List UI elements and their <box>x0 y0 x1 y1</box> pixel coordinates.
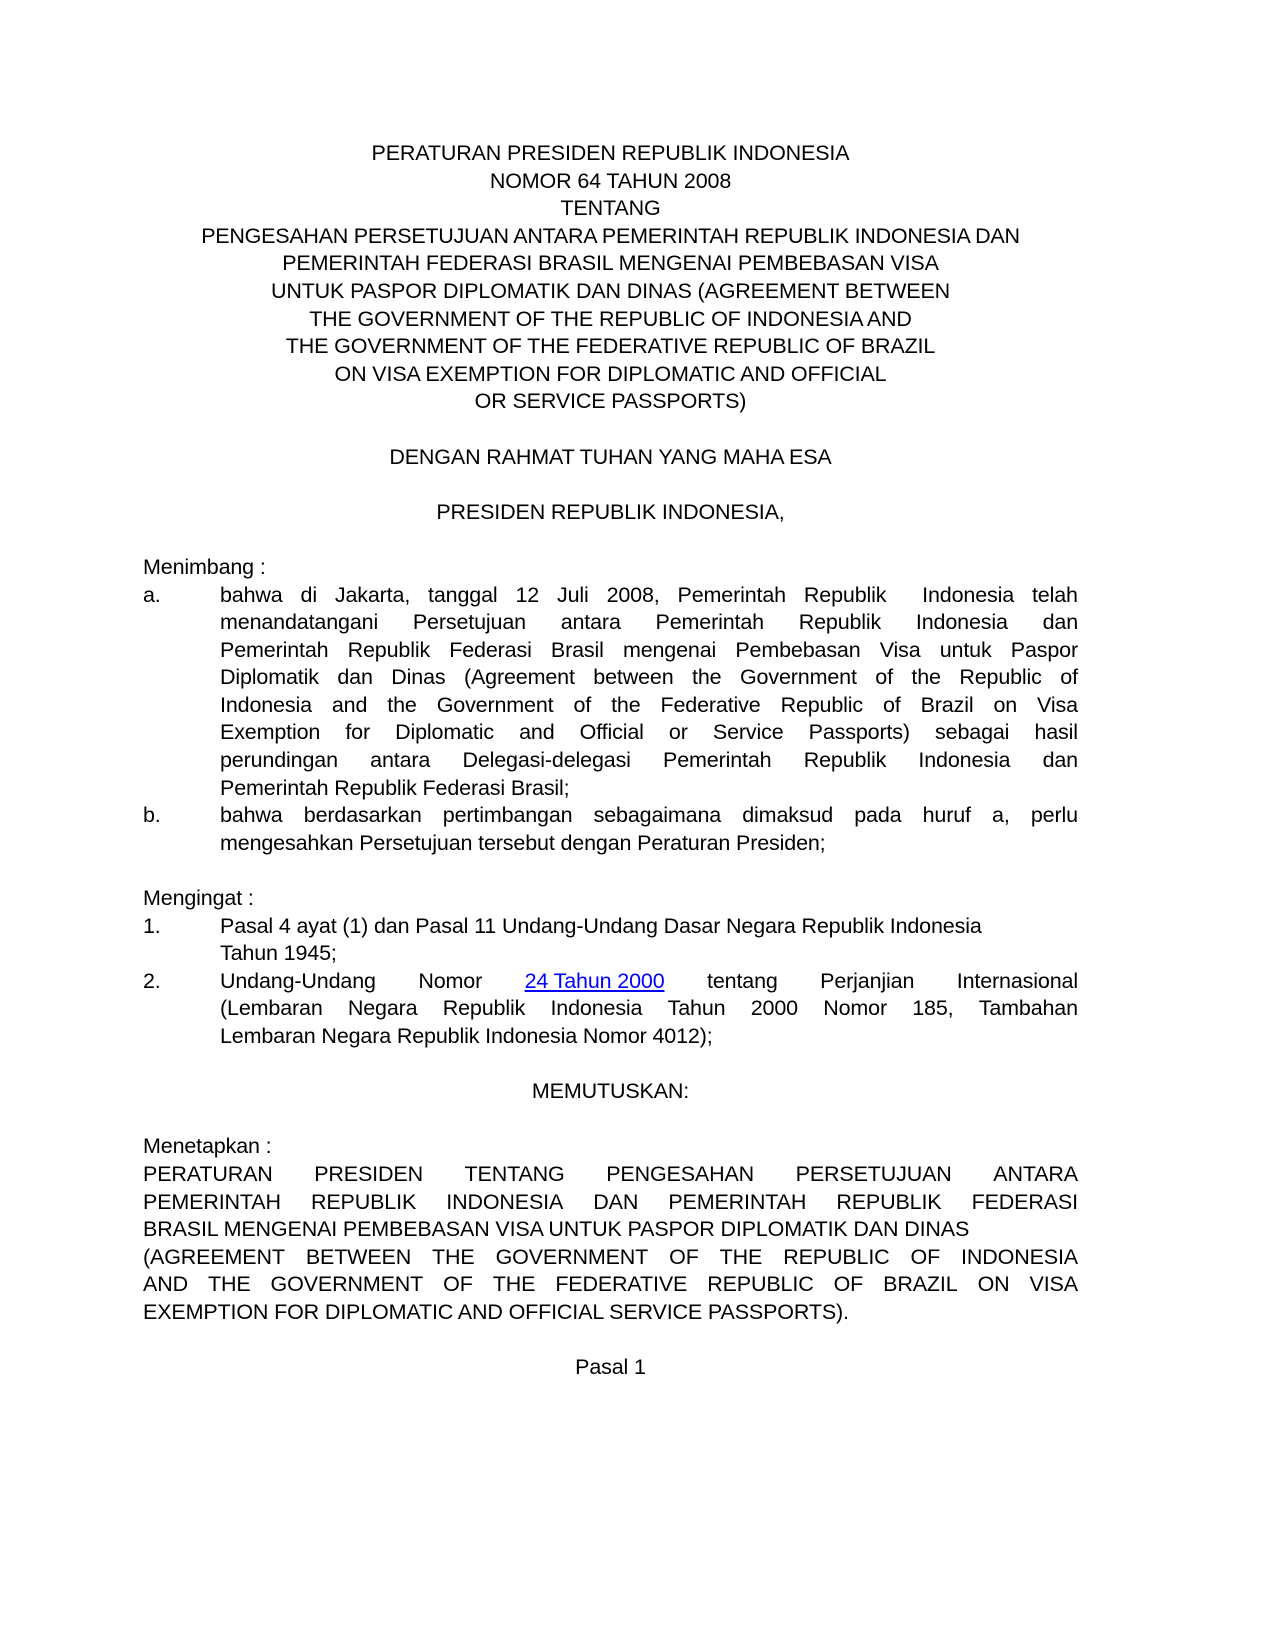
text-line <box>220 637 1078 665</box>
text-word: untuk <box>939 637 992 662</box>
text-word: BRASIL MENGENAI PEMBEBASAN VISA UNTUK PASPOR DIPLOMATIK DAN DINAS <box>143 1217 970 1242</box>
text-word: Indonesia <box>915 610 1008 635</box>
document-body <box>143 140 1078 1382</box>
text-line: EXEMPTION FOR DIPLOMATIC AND OFFICIAL SERVICE PASSPORTS). <box>143 1299 849 1324</box>
text-word: or <box>668 720 688 745</box>
text-word: dan <box>1042 748 1078 773</box>
text-word: sebagai <box>935 720 1010 745</box>
text-word: dan <box>1042 610 1078 635</box>
menimbang-items <box>143 582 1078 858</box>
title-line-7: THE GOVERNMENT OF THE REPUBLIC OF INDONESIA AND <box>309 306 912 331</box>
text-word: OF <box>669 1244 699 1269</box>
text-word: Indonesia <box>220 692 312 717</box>
mengingat-label: Mengingat : <box>143 886 254 911</box>
list-item <box>143 913 1078 968</box>
text-word: perlu <box>1030 803 1078 828</box>
text-line <box>220 582 1078 610</box>
text-word: Dinas <box>391 665 446 690</box>
text-word: Republik <box>347 637 431 662</box>
text-word: Passports) <box>808 720 910 745</box>
text-word: PEMERINTAH <box>143 1189 281 1214</box>
spacer <box>143 416 1078 444</box>
text-word: (AGREEMENT <box>143 1244 285 1269</box>
text-word: Republic <box>780 692 864 717</box>
text-word: Perjanjian <box>820 968 915 993</box>
text-word: BRAZIL <box>883 1272 958 1297</box>
text-word: antara <box>370 748 431 773</box>
text-word: Negara <box>347 996 418 1021</box>
mengingat-items <box>143 913 1078 1051</box>
text-word: berdasarkan <box>303 803 422 828</box>
text-word: of <box>875 665 893 690</box>
menetapkan-body <box>143 1161 1078 1327</box>
text-word: and <box>519 720 555 745</box>
list-item <box>143 802 1078 857</box>
text-word: OF <box>833 1272 864 1297</box>
text-word: REPUBLIK <box>836 1189 942 1214</box>
text-word: antara <box>560 610 621 635</box>
text-word: bahwa <box>220 582 283 607</box>
title-line-3: TENTANG <box>560 196 661 221</box>
list-item <box>143 582 1078 803</box>
text-word: dan <box>337 665 373 690</box>
text-word: Undang-Undang <box>220 968 376 993</box>
text-word: Exemption <box>220 720 321 745</box>
spacer <box>143 526 1078 554</box>
text-word: Government <box>739 665 857 690</box>
text-line: Lembaran Negara Republik Indonesia Nomor 4012); <box>220 1024 713 1048</box>
text-word: PERATURAN <box>143 1161 273 1186</box>
text-word: THE <box>432 1244 475 1269</box>
text-word: Pemerintah <box>677 582 786 607</box>
text-word: Nomor <box>418 968 483 993</box>
text-word: Brazil <box>920 692 974 717</box>
text-word: Pembebasan <box>735 637 861 662</box>
text-line <box>220 802 1078 830</box>
text-word: Visa <box>879 637 921 662</box>
text-line: Tahun 1945; <box>220 941 337 966</box>
text-word: 185, <box>912 996 954 1021</box>
text-line <box>220 692 1078 720</box>
list-item-marker: a. <box>143 582 161 607</box>
text-word: FEDERATIVE <box>555 1272 688 1297</box>
text-word: Service <box>712 720 784 745</box>
text-word: REPUBLIC <box>783 1244 890 1269</box>
text-line <box>143 1244 1078 1272</box>
text-line <box>220 913 1078 941</box>
article-heading: Pasal 1 <box>575 1355 646 1380</box>
law-reference-link[interactable]: 24 Tahun 2000 <box>524 968 665 993</box>
text-word: and <box>331 692 368 717</box>
text-word: ANTARA <box>993 1161 1078 1186</box>
spacer <box>143 471 1078 499</box>
text-word: Indonesia <box>918 748 1011 773</box>
text-word: the <box>611 692 641 717</box>
text-word: Pemerintah <box>663 748 772 773</box>
blessing-line: DENGAN RAHMAT TUHAN YANG MAHA ESA <box>389 444 832 469</box>
text-word: Government <box>436 692 554 717</box>
list-item-marker: 1. <box>143 913 161 938</box>
text-word: bahwa <box>220 803 283 828</box>
text-word: the <box>387 692 417 717</box>
text-word: the <box>911 665 941 690</box>
text-word: Federative <box>660 692 761 717</box>
text-word: Jakarta, <box>334 582 411 607</box>
list-item-marker: b. <box>143 803 161 828</box>
text-line <box>143 1216 1078 1244</box>
text-word: GOVERNMENT <box>495 1244 649 1269</box>
spacer <box>143 1051 1078 1079</box>
text-word: VISA <box>1029 1272 1078 1297</box>
text-line <box>220 968 1078 996</box>
text-line: Pemerintah Republik Federasi Brasil; <box>220 775 570 800</box>
text-word: for <box>345 720 370 745</box>
text-word: REPUBLIC <box>707 1272 814 1297</box>
text-word: THE <box>207 1272 251 1297</box>
text-word: GOVERNMENT <box>270 1272 424 1297</box>
text-word: AND <box>143 1272 188 1297</box>
text-word: INDONESIA <box>961 1244 1078 1269</box>
text-word: OF <box>443 1272 473 1297</box>
text-word: between <box>593 665 674 690</box>
text-word: Persetujuan <box>412 610 526 635</box>
text-line <box>220 995 1078 1023</box>
text-word: Republik <box>798 610 882 635</box>
document-title-block <box>143 140 1078 416</box>
text-word: Official <box>579 720 644 745</box>
text-word: tentang <box>707 968 778 993</box>
text-word: PRESIDEN <box>314 1161 423 1186</box>
text-word: Internasional <box>956 968 1078 993</box>
list-item <box>143 968 1078 1051</box>
text-word: REPUBLIK <box>310 1189 417 1214</box>
list-item-marker: 2. <box>143 968 161 993</box>
issuer-line: PRESIDEN REPUBLIK INDONESIA, <box>436 499 785 524</box>
text-word: perundingan <box>220 748 338 773</box>
text-word: THE <box>719 1244 763 1269</box>
text-word: Pemerintah <box>220 637 329 662</box>
text-word: 2008, <box>606 582 660 607</box>
text-word: (Agreement <box>463 665 575 690</box>
text-word: di <box>300 582 317 607</box>
list-item-body <box>220 802 1078 857</box>
text-word: hasil <box>1034 720 1078 745</box>
text-word: pada <box>854 803 902 828</box>
text-word: sebagaimana <box>593 803 722 828</box>
title-line-6: UNTUK PASPOR DIPLOMATIK DAN DINAS (AGREEMENT BETWEEN <box>270 278 951 303</box>
title-line-8: THE GOVERNMENT OF THE FEDERATIVE REPUBLIC OF BRAZIL <box>285 334 936 359</box>
text-line <box>220 719 1078 747</box>
text-word: PERSETUJUAN <box>795 1161 952 1186</box>
text-word: Diplomatik <box>220 665 319 690</box>
text-line <box>220 747 1078 775</box>
text-word: menandatangani <box>220 610 379 635</box>
list-item-body <box>220 968 1078 1051</box>
text-word: Tahun <box>667 996 726 1021</box>
text-word: Paspor <box>1010 637 1078 662</box>
menimbang-label: Menimbang : <box>143 554 266 579</box>
text-word: Nomor <box>823 996 887 1021</box>
text-word: ON <box>977 1272 1010 1297</box>
text-line <box>143 1161 1078 1189</box>
text-word: of <box>1060 665 1078 690</box>
text-word: of <box>573 692 592 717</box>
text-word: Pemerintah <box>655 610 764 635</box>
text-word: Republik <box>442 996 526 1021</box>
text-word: pertimbangan <box>442 803 573 828</box>
text-word: 2000 <box>750 996 798 1021</box>
text-word: DAN <box>593 1189 639 1214</box>
text-word: TENTANG <box>464 1161 565 1186</box>
title-line-9: ON VISA EXEMPTION FOR DIPLOMATIC AND OFFICIAL <box>334 361 887 386</box>
text-word: BETWEEN <box>305 1244 412 1269</box>
text-word: huruf <box>922 803 971 828</box>
text-line <box>220 609 1078 637</box>
text-word: of <box>883 692 901 717</box>
text-line <box>220 664 1078 692</box>
title-line-10: OR SERVICE PASSPORTS) <box>474 389 747 414</box>
text-word: (Lembaran <box>220 996 323 1021</box>
title-line-1: PERATURAN PRESIDEN REPUBLIK INDONESIA <box>371 141 850 165</box>
text-word: PEMERINTAH <box>668 1189 807 1214</box>
spacer <box>143 857 1078 885</box>
text-word: THE <box>492 1272 536 1297</box>
title-line-4: PENGESAHAN PERSETUJUAN ANTARA PEMERINTAH REPUBLIK INDONESIA DAN <box>201 223 1020 248</box>
text-word: Republic <box>959 665 1042 690</box>
text-word: telah <box>1031 582 1078 607</box>
text-word: Republik <box>803 748 887 773</box>
text-word: on <box>993 692 1018 717</box>
text-word: INDONESIA <box>446 1189 564 1214</box>
text-word: Visa <box>1037 692 1078 717</box>
text-word: Federasi <box>449 637 532 662</box>
title-line-2: NOMOR 64 TAHUN 2008 <box>489 168 732 193</box>
text-word: dimaksud <box>742 803 834 828</box>
text-word: Indonesia <box>922 582 1015 607</box>
text-word: the <box>692 665 722 690</box>
text-word: Indonesia <box>550 996 643 1021</box>
title-line-5: PEMERINTAH FEDERASI BRASIL MENGENAI PEMBEBASAN VISA <box>282 251 939 276</box>
text-word: Juli <box>556 582 589 607</box>
text-word: 12 <box>515 582 540 607</box>
text-word: a, <box>992 803 1010 828</box>
text-word: FEDERASI <box>971 1189 1078 1214</box>
memutuskan-heading: MEMUTUSKAN: <box>531 1079 690 1104</box>
text-word: Brasil <box>550 637 604 662</box>
list-item-body <box>220 582 1078 803</box>
list-item-body <box>220 913 1078 968</box>
spacer <box>143 1106 1078 1134</box>
text-word: Diplomatic <box>395 720 494 745</box>
menetapkan-label: Menetapkan : <box>143 1134 272 1159</box>
text-word: Republik <box>803 582 887 607</box>
text-word: mengenai <box>622 637 717 662</box>
text-word: PENGESAHAN <box>606 1161 755 1186</box>
text-word: tanggal <box>428 582 498 607</box>
text-line <box>143 1271 1078 1299</box>
text-line: mengesahkan Persetujuan tersebut dengan Peraturan Presiden; <box>220 830 826 855</box>
text-word: OF <box>910 1244 941 1269</box>
text-word: Tambahan <box>978 996 1078 1021</box>
text-line <box>143 1189 1078 1217</box>
text-word: Pasal 4 ayat (1) dan Pasal 11 Undang-Undang Dasar Negara Republik Indonesia <box>220 913 982 938</box>
text-word: Delegasi-delegasi <box>462 748 631 773</box>
